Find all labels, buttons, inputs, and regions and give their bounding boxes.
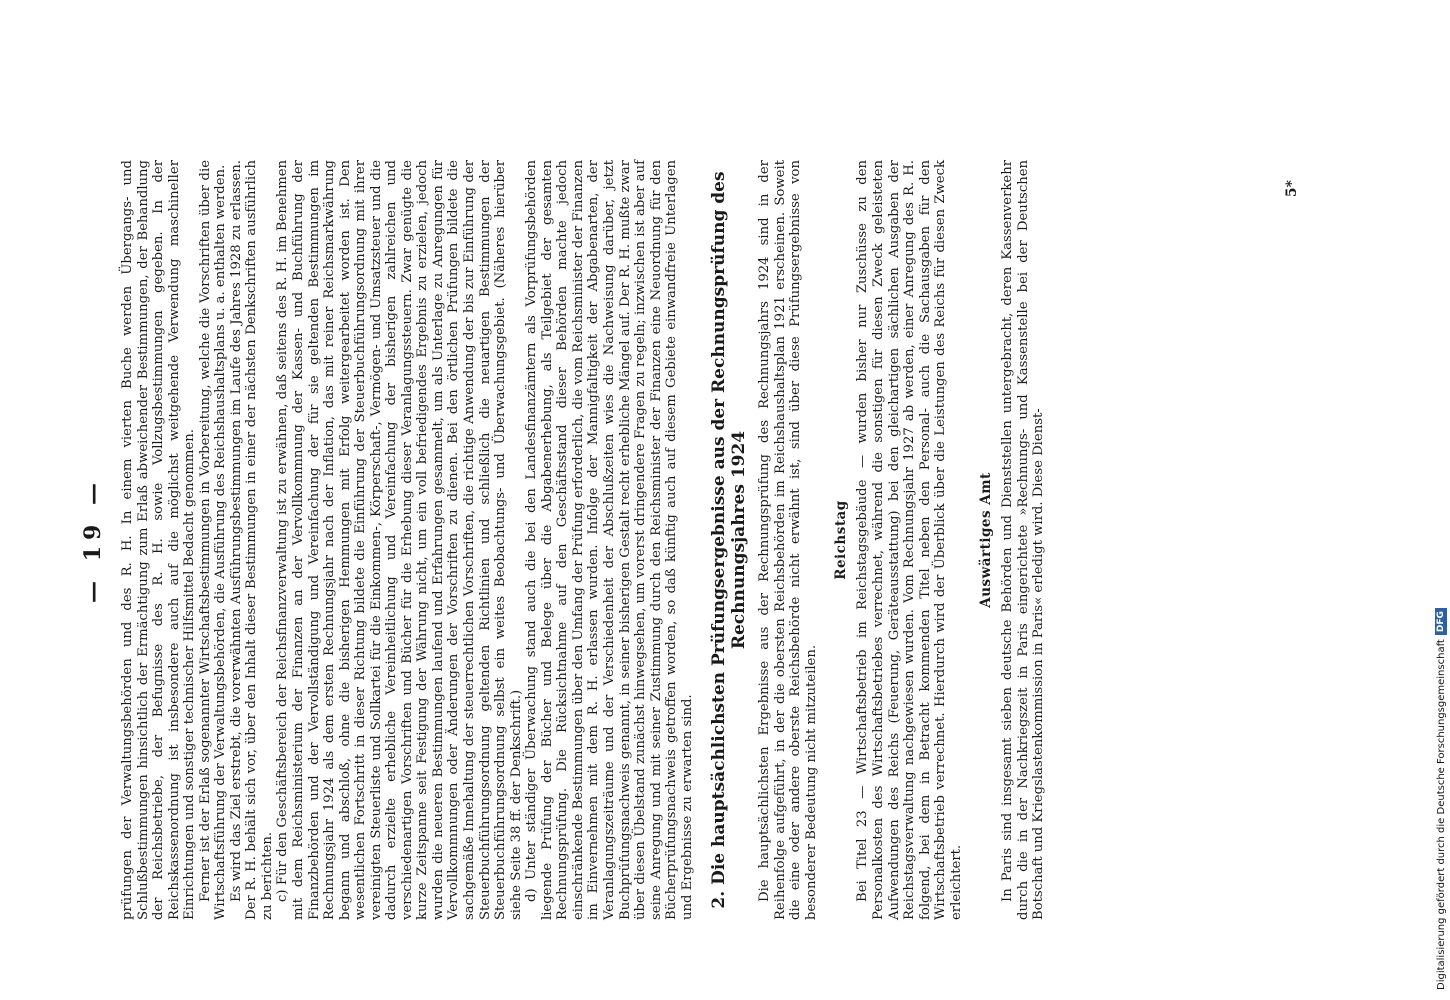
subheading-auswaertiges-amt: Auswärtiges Amt — [978, 472, 995, 608]
paragraph: Es wird das Ziel erstrebt, die vorerwähnten Ausführungsbestimmungen im Laufe des Jahres 1928 zu erlassen. Der R. H. behält sich vor, über den Inhalt dieser Bestimmungen in einer der nächsten Denkschriften ausführlich zu berichten. — [228, 160, 275, 920]
paragraph: Ferner ist der Erlaß sogenannter Wirtschaftsbestimmungen in Vorbereitung, welche die Vorschriften über die Wirtschaftsführung der Verwaltungsbehörden, die Ausführung des Reichshaushaltsplans u. a. enthalten werden. — [197, 160, 229, 920]
paragraph: c) Für den Geschäftsbereich der Reichsfinanzverwaltung ist zu erwähnen, daß seitens des R. H. im Benehmen mit dem Reichsministerium der Finanzen an der Vervollkommnung der Kassen- und Buchführung der Finanzbehörden und der Vervollständigung und Vereinfachung der für sie geltenden Bestimmungen im Rechnungsjahr 1924 als dem ersten Rechnungsjahr nach der Inflation, das mit reiner Reichsmarkwährung begann und abschloß, ohne die bisherigen Hemmungen mit Erfolg weitergearbeitet worden ist. Den wesentlichen Fortschritt in dieser Richtung bildete die Einführung der Steuerbuchführungsordnung mit ihrer vereinigten Steuerliste und Sollkartei für die Einkommen-, Körperschaft-, Vermögen- und Umsatzsteuer und die dadurch erzielte erhebliche Vereinheitlichung und Vereinfachung der bisherigen zahlreichen und verschiedenartigen Vorschriften und Bücher für die Erhebung dieser Veranlagungssteuern. Zwar genügte die kurze Zeitspanne seit Festigung der Währung nicht, um ein voll befriedigendes Ergebnis zu erzielen, jedoch wurden die neueren Bestimmungen laufend und Erfahrungen gesammelt, um als Unterlage zu Anregungen für Vervollkommnungen oder Änderungen der Vorschriften zu dienen. Bei den örtlichen Prüfungen bildete die sachgemäße Innehaltung der steuerrechtlichen Vorschriften, die richtige Anwendung der bis zur Einführung der Steuerbuchführungsordnung geltenden Richtlinien und schließlich die neuartigen Bestimmungen der Steuerbuchführungsordnung selbst ein weites Beobachtungs- und Überwachungsgebiet. (Näheres hierüber siehe Seite 38 ff. der Denkschrift.) — [275, 160, 524, 920]
paragraph: prüfungen der Verwaltungsbehörden und des R. H. In einem vierten Buche werden Übergangs- und Schlußbestimmungen hinsichtlich der Ermächtigung zum Erlaß abweichender Bestimmungen, der Behandlung der Reichsbetriebe, der Befugnisse des R. H. sowie Vollzugsbestimmungen gegeben. In der Reichskassenordnung ist insbesondere auch auf die möglichst weitgehende Verwendung maschineller Einrichtungen und sonstiger technischer Hilfsmittel Bedacht genommen. — [120, 160, 198, 920]
text-column — [120, 160, 1047, 920]
document-page — [80, 160, 1300, 920]
paragraph: Bei Titel 23 — Wirtschaftsbetrieb im Reichstagsgebäude — wurden bisher nur Zuschüsse zu den Personalkosten des Wirtschaftsbetriebes verrechnet, während die sonstigen für diesen Zweck geleisteten Aufwendungen des Reichs (Feuerung, Geräteausstattung) bei den gleichartigen sächlichen Ausgaben der Reichstagsverwaltung nachgewiesen wurden. Vom Rechnungsjahr 1927 ab werden, einer Anregung des R. H. folgend, bei dem in Betracht kommenden Titel neben den Personal- auch die Sachausgaben für den Wirtschaftsbetrieb verrechnet. Hierdurch wird der Überblick über die Leistungen des Reichs für diesen Zweck erleichtert. — [855, 160, 964, 920]
paragraph: d) Unter ständiger Überwachung stand auch die bei den Landesfinanzämtern als Vorprüfungsbehörden liegende Prüfung der Bücher und Belege über die Abgabenerhebung, als Teilgebiet der gesamten Rechnungsprüfung. Die Rücksichtnahme auf den Geschäftsstand dieser Behörden machte jedoch einschränkende Bestimmungen über den Umfang der Prüfung erforderlich, die vom Reichsminister der Finanzen im Einvernehmen mit dem R. H. erlassen wurden. Infolge der Mannigfaltigkeit der Abgabenarten, der Veranlagungszeiträume und der Verschiedenheit der Abschlußzeiten wies die Nachweisung darüber, jetzt Buchprüfungsnachweis genannt, in seiner bisherigen Gestalt recht erhebliche Mängel auf. Der R. H. mußte zwar über diesen Übelstand zunächst hinwegsehen, um vorerst dringendere Fragen zu regeln; inzwischen ist aber auf seine Anregung und mit seiner Zustimmung durch den Reichsminister der Finanzen eine Neuordnung für den Bücherprüfungsnachweis getroffen worden, so daß künftig auch auf diesem Gebiete einwandfreie Unterlagen und Ergebnisse zu erwarten sind. — [524, 160, 695, 920]
section-heading: 2. Die hauptsächlichsten Prüfungsergebnisse aus der Rechnungsprüfung des Rechnungsjahres 1924 — [709, 171, 750, 909]
paragraph: In Paris sind insgesamt sieben deutsche Behörden und Dienststellen untergebracht, deren Kassenverkehr durch die in der Nachkriegszeit in Paris eingerichtete »Rechnungs- und Kassenstelle bei der Deutschen Botschaft und Kriegslastenkommission in Paris« erledigt wird. Diese Dienst- — [1000, 160, 1047, 920]
digitization-note — [1432, 0, 1450, 990]
signature-mark: 5* — [1284, 180, 1300, 198]
subheading-reichstag: Reichstag — [833, 500, 850, 580]
paragraph: Die hauptsächlichsten Ergebnisse aus der Rechnungsprüfung des Rechnungsjahrs 1924 sind in der Reihenfolge aufgeführt, in der die obersten Reichsbehörden im Reichshaushaltsplan 1921 erscheinen. Soweit die eine oder andere oberste Reichsbehörde nicht erwähnt ist, sind über diese Prüfungsergebnisse von besonderer Bedeutung nicht mitzuteilen. — [757, 160, 819, 920]
page-number: — 19 — — [80, 477, 106, 603]
dfg-logo: DFG — [1435, 608, 1447, 635]
digitization-note-text: Digitalisierung gefördert durch die Deutsche Forschungsgemeinschaft — [1435, 639, 1447, 990]
